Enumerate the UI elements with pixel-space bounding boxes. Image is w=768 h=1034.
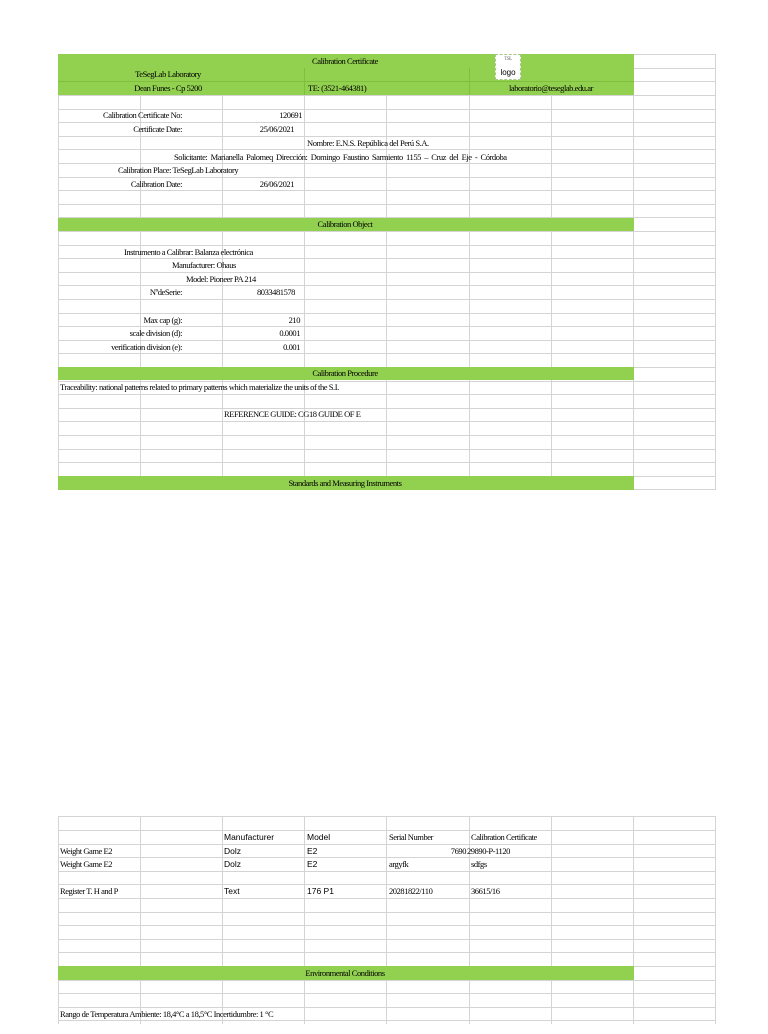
certificate-no-value: 120691 xyxy=(279,110,302,120)
table-row-1-name: Weight Game E2 xyxy=(60,846,113,856)
verification-division-value: 0.001 xyxy=(283,342,300,352)
scale-division-value: 0.0001 xyxy=(279,328,300,338)
client-name: Nombre: E.N.S. República del Perú S.A. xyxy=(307,138,429,148)
requester-info: Solicitante: Marianella Palomeq Dirección: Domingo Faustino Sarmiento 1155 – Cruz del Eje - Córdoba xyxy=(174,152,507,162)
table-row-1-manufacturer: Dolz xyxy=(224,846,242,856)
table-row-1-certificate: 29890-P-1120 xyxy=(467,846,510,856)
calibration-date-value: 26/06/2021 xyxy=(259,179,294,189)
calibration-date-label: Calibration Date: xyxy=(130,179,182,189)
table-row-3-manufacturer: Text xyxy=(224,886,240,896)
calibration-place: Calibration Place: TeSegLab Laboratory xyxy=(118,165,239,175)
manufacturer-label: Manufacturer: Ohaus xyxy=(172,260,236,270)
certificate-date-value: 25/06/2021 xyxy=(259,124,294,134)
col-manufacturer: Manufacturer xyxy=(224,832,275,842)
reference-guide: REFERENCE GUIDE: CG18 GUIDE OF E xyxy=(224,409,361,419)
lab-logo xyxy=(495,54,521,80)
certificate-page-2 xyxy=(58,816,716,1024)
calibration-object-title: Calibration Object xyxy=(317,219,373,229)
max-cap-label: Max cap (g): xyxy=(143,315,182,325)
certificate-page-1 xyxy=(58,54,716,490)
table-row-3-serial: 20281822/110 xyxy=(389,886,433,896)
table-row-2-certificate: sdfgs xyxy=(471,859,487,869)
traceability-text: Traceability: national patterns related to primary patterns which materialize the units of the S.I. xyxy=(60,382,339,392)
table-row-3-certificate: 36615/16 xyxy=(471,886,500,896)
scale-division-label: scale division (d): xyxy=(129,328,182,338)
table-row-1-serial: 7690 xyxy=(450,846,466,856)
serial-label: NºdeSerie: xyxy=(149,287,182,297)
col-calibration-certificate: Calibration Certificate xyxy=(471,832,537,842)
col-model: Model xyxy=(307,832,331,842)
standards-title: Standards and Measuring Instruments xyxy=(288,478,402,488)
table-row-2-model: E2 xyxy=(307,859,318,869)
serial-value: 8033481578 xyxy=(256,287,295,297)
col-serial-number: Serial Number xyxy=(389,832,433,842)
certificate-title: Calibration Certificate xyxy=(312,56,378,66)
model-label: Model: Pioneer PA 214 xyxy=(186,274,256,284)
logo-text: logo xyxy=(500,68,516,77)
table-row-3-name: Register T. H and P xyxy=(60,886,118,896)
max-cap-value: 210 xyxy=(288,315,300,325)
table-row-2-serial: argyfk xyxy=(389,859,409,869)
verification-division-label: verification division (e): xyxy=(111,342,182,352)
lab-address: Dean Funes - Cp 5200 xyxy=(134,83,202,93)
table-row-2-name: Weight Game E2 xyxy=(60,859,113,869)
lab-email: laboratorio@teseglab.edu.ar xyxy=(509,83,593,93)
certificate-no-label: Calibration Certificate No: xyxy=(103,110,182,120)
lab-phone: TE: (3521-464381) xyxy=(308,83,367,93)
instrument-label: Instrumento a Calibrar: Balanza electrónica xyxy=(124,247,253,257)
environmental-conditions-title: Environmental Conditions xyxy=(305,968,385,978)
certificate-date-label: Certificate Date: xyxy=(133,124,182,134)
table-row-2-manufacturer: Dolz xyxy=(224,859,242,869)
lab-name: TeSegLab Laboratory xyxy=(135,69,201,79)
calibration-procedure-title: Calibration Procedure xyxy=(312,368,378,378)
temperature-range: Rango de Temperatura Ambiente: 18,4°C a 18,5°C Incertidumbre: 1 °C xyxy=(60,1009,274,1019)
table-row-1-model: E2 xyxy=(307,846,318,856)
logo-small-text: TSL xyxy=(504,57,512,62)
table-row-3-model: 176 P1 xyxy=(307,886,334,896)
